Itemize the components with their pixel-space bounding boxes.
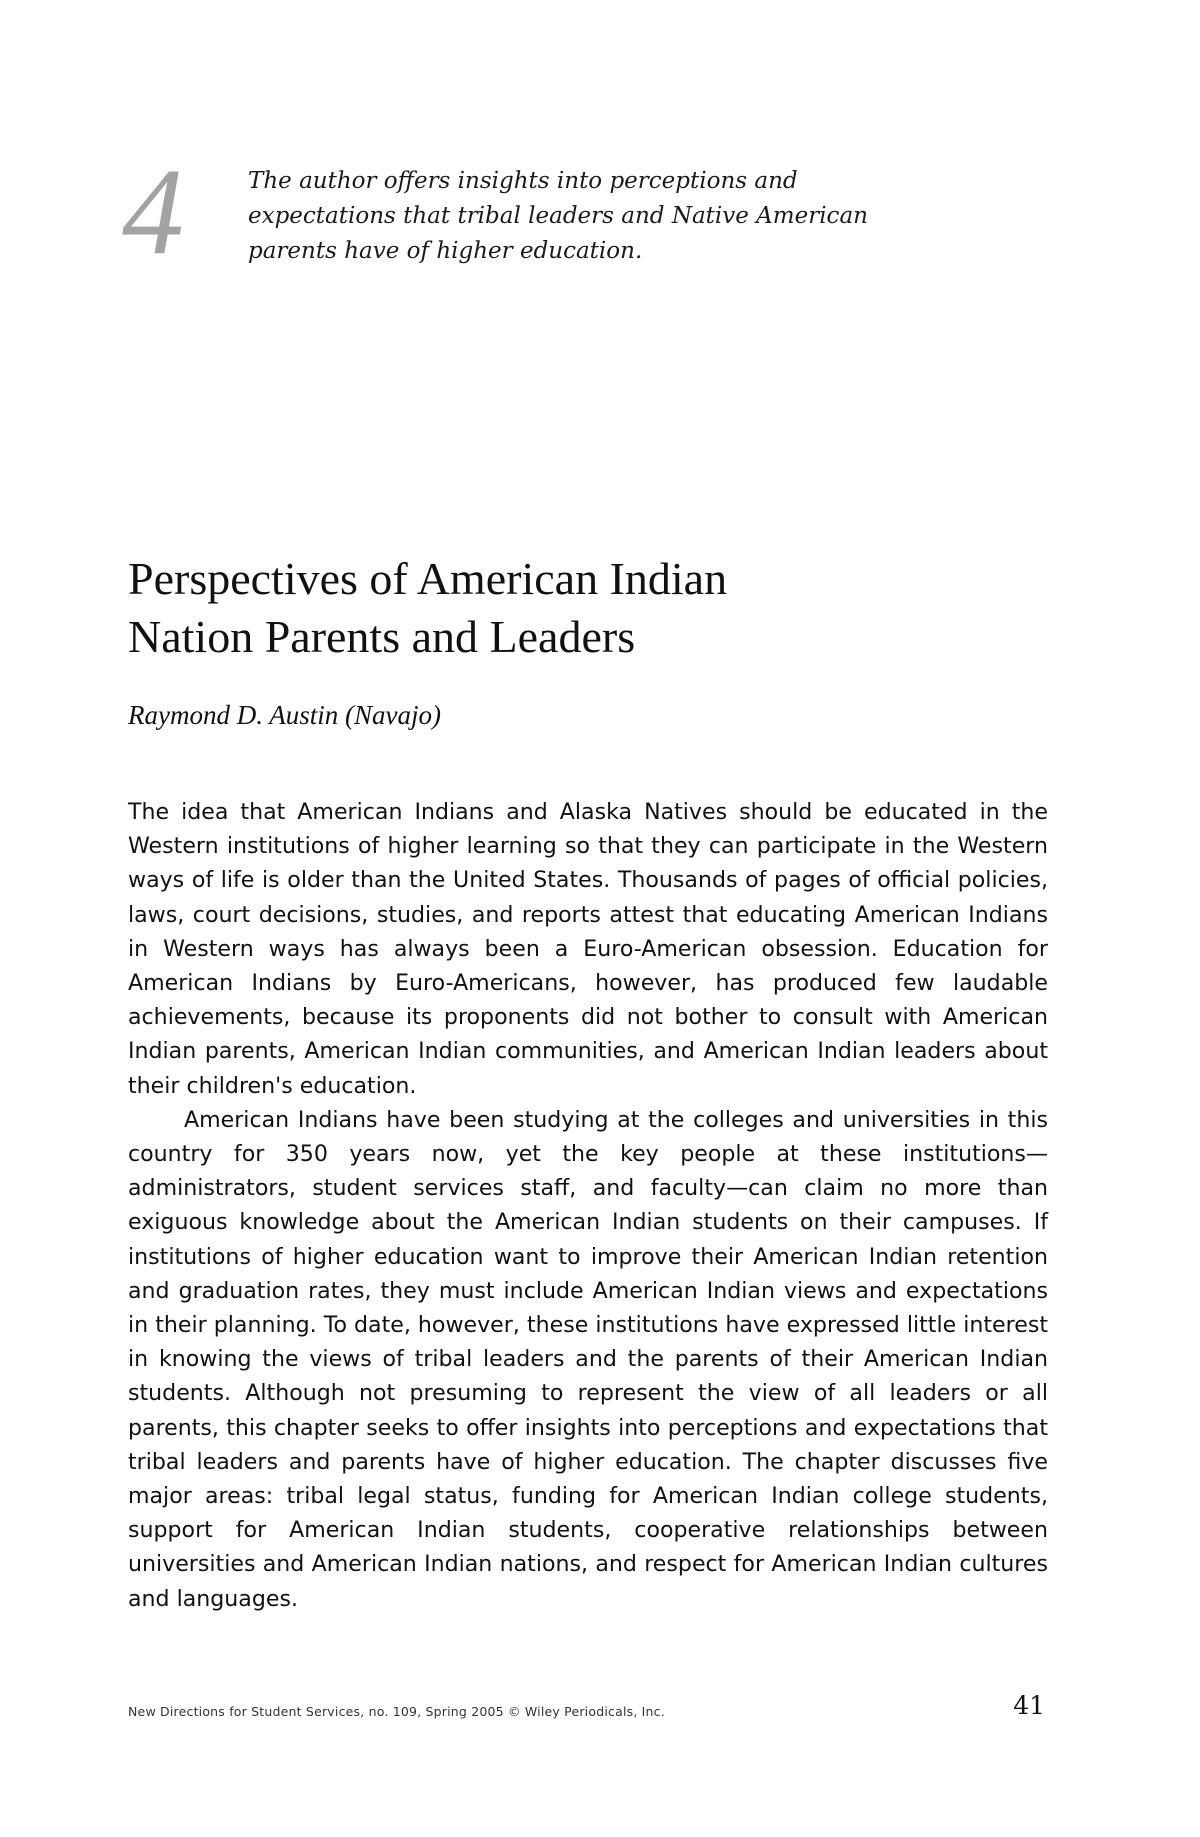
chapter-title-line-2: Nation Parents and Leaders: [128, 611, 636, 662]
body-paragraph-2: American Indians have been studying at the colleges and universities in this country for 350 years now, yet the key people at these institutions—administrators, student services staff, and faculty—can claim no more than exiguous knowledge about the American Indian students on their campuses. If institutions of higher education want to improve their American Indian retention and graduation rates, they must include American Indian views and expectations in their planning. To date, however, these institutions have expressed little interest in knowing the views of tribal leaders and the parents of their American Indian students. Although not presuming to represent the view of all leaders or all parents, this chapter seeks to offer insights into perceptions and expectations that tribal leaders and parents have of higher education. The chapter discusses five major areas: tribal legal status, funding for American Indian college students, support for American Indian students, cooperative relationships between universities and American Indian nations, and respect for American Indian cultures and languages.: [128, 1106, 1048, 1612]
chapter-author: Raymond D. Austin (Navajo): [128, 700, 441, 730]
chapter-title: [128, 550, 1028, 666]
body-text: [128, 795, 1048, 1616]
chapter-title-line-1: Perspectives of American Indian: [128, 553, 728, 604]
chapter-number: 4: [122, 143, 184, 280]
page-number: 41: [1013, 1691, 1045, 1720]
footer-journal-citation: New Directions for Student Services, no. 109, Spring 2005 © Wiley Periodicals, Inc.: [128, 1704, 665, 1719]
chapter-abstract: The author offers insights into perceptions and expectations that tribal leaders and Native American parents have of higher education.: [248, 168, 868, 264]
body-paragraph-1: The idea that American Indians and Alaska Natives should be educated in the Western institutions of higher learning so that they can participate in the Western ways of life is older than the United States. Thousands of pages of official policies, laws, court decisions, studies, and reports attest that educating American Indians in Western ways has always been a Euro-American obsession. Education for American Indians by Euro-Americans, however, has produced few laudable achievements, because its proponents did not bother to consult with American Indian parents, American Indian communities, and American Indian leaders about their children's education.: [128, 799, 1048, 1099]
